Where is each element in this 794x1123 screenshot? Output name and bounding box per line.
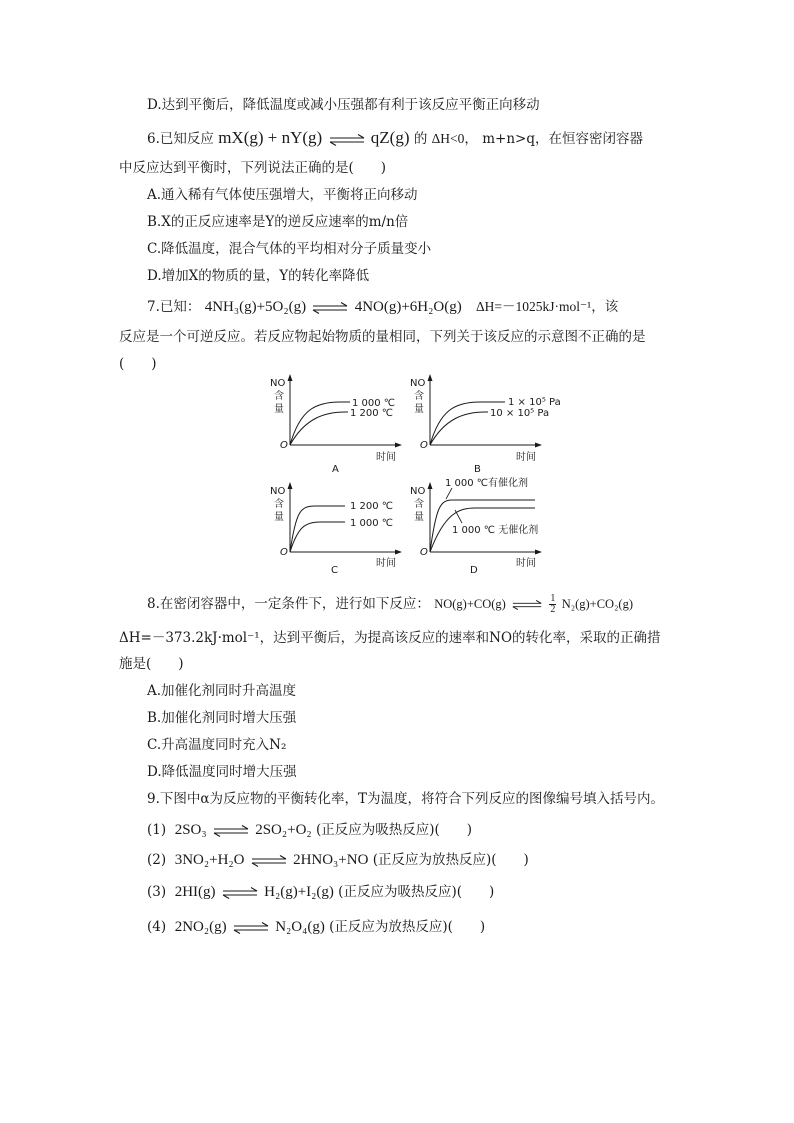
equilibrium-arrow-icon — [251, 855, 287, 867]
curve-a2-label: 1 200 ℃ — [350, 408, 394, 419]
q9-item-1: (1) 2SO₃ 2SO₂+O₂ (正反应为吸热反应)( ) — [147, 822, 473, 838]
curve-a2 — [290, 412, 348, 445]
q8-option-b: B.加催化剂同时增大压强 — [147, 710, 297, 726]
svg-text:O: O — [280, 547, 288, 558]
q6-option-b: B.X的正反应速率是Y的逆反应速率的m/n倍 — [147, 214, 409, 230]
origin-label: O — [280, 440, 288, 451]
graph-d-letter: D — [470, 565, 478, 576]
curve-a1 — [290, 402, 350, 445]
curve-d1-label: 1 000 ℃有催化剂 — [445, 478, 529, 489]
graph-d — [410, 476, 542, 576]
svg-text:量: 量 — [274, 512, 284, 523]
ylabel-bot: 量 — [274, 404, 284, 415]
q6-stem-line1: 6.已知反应 mX(g) + nY(g) qZ(g) 的 ΔH<0， m+n>q，在恒容密闭容器 — [147, 128, 643, 147]
q6-equation-right: qZ(g) — [370, 128, 410, 147]
graph-c-letter: C — [331, 565, 338, 576]
graph-a-letter: A — [332, 464, 339, 475]
ylabel-top: NO — [270, 378, 286, 389]
equilibrium-arrow-icon — [233, 922, 269, 934]
q7-stem-line3: ( ) — [119, 356, 157, 372]
svg-text:时间: 时间 — [516, 452, 536, 463]
q7-equation-left: 4NH₃(g)+5O₂(g) — [204, 299, 307, 315]
q8-stem-line2: ΔH=－373.2kJ·mol⁻¹，达到平衡后，为提高该反应的速率和NO的转化率，采取的正确措 — [119, 630, 661, 646]
equilibrium-arrow-icon — [512, 599, 542, 611]
xlabel: 时间 — [376, 452, 396, 463]
ylabel-mid: 含 — [274, 391, 284, 402]
equilibrium-arrow-icon — [213, 825, 249, 837]
graph-b — [410, 374, 561, 475]
q8-stem-line3: 施是( ) — [119, 656, 184, 672]
q8-fraction: $\frac{1}{2}$ — [550, 593, 556, 615]
graph-a — [270, 374, 402, 475]
equilibrium-arrow-icon — [222, 887, 258, 899]
svg-text:含: 含 — [274, 499, 284, 510]
q8-stem-line1: 8.在密闭容器中，一定条件下，进行如下反应： NO(g)+CO(g) $\frac{1}{2}$ N₂(g)+CO₂(g) — [147, 593, 634, 615]
svg-text:时间: 时间 — [376, 558, 396, 569]
q9-stem: 9.下图中α为反应物的平衡转化率，T为温度，将符合下列反应的图像编号填入括号内。 — [147, 791, 665, 807]
svg-text:NO: NO — [410, 486, 426, 497]
q9-item-4: (4) 2NO₂(g) N₂O₄(g) (正反应为放热反应)( ) — [147, 919, 486, 935]
graph-b-letter: B — [474, 464, 481, 475]
q6-stem-line2: 中反应达到平衡时，下列说法正确的是( ) — [119, 160, 387, 176]
q8-option-c: C.升高温度同时充入N₂ — [147, 737, 287, 753]
svg-text:含: 含 — [414, 391, 424, 402]
svg-text:O: O — [420, 440, 428, 451]
curve-c2 — [290, 522, 345, 552]
svg-text:NO: NO — [270, 486, 286, 497]
svg-text:含: 含 — [414, 499, 424, 510]
q8-option-d: D.降低温度同时增大压强 — [147, 764, 297, 780]
curve-a1-label: 1 000 ℃ — [352, 398, 396, 409]
q7-stem-line1: 7.已知： 4NH₃(g)+5O₂(g) 4NO(g)+6H₂O(g) ΔH=－1025kJ·mol⁻¹，该 — [147, 299, 619, 315]
svg-text:时间: 时间 — [516, 558, 536, 569]
q6-option-c: C.降低温度，混合气体的平均相对分子质量变小 — [147, 241, 432, 257]
q9-item-3: (3) 2HI(g) H₂(g)+I₂(g) (正反应为吸热反应)( ) — [147, 884, 495, 900]
q8-option-a: A.加催化剂同时升高温度 — [147, 683, 297, 699]
svg-text:量: 量 — [414, 404, 424, 415]
curve-b2 — [430, 412, 488, 445]
curve-c2-label: 1 000 ℃ — [350, 518, 394, 529]
q7-equation-right: 4NO(g)+6H₂O(g) — [354, 299, 462, 315]
q7-delta-h: ΔH=－1025kJ·mol⁻¹，该 — [475, 299, 619, 314]
svg-text:NO: NO — [410, 378, 426, 389]
q9-item-2: (2) 3NO₂+H₂O 2HNO₃+NO (正反应为放热反应)( ) — [147, 852, 529, 868]
q8-equation-right: N₂(g)+CO₂(g) — [561, 597, 634, 611]
curve-b2-label: 10 × 10⁵ Pa — [490, 408, 550, 419]
curve-c1 — [290, 506, 345, 552]
curve-b1-label: 1 × 10⁵ Pa — [508, 397, 561, 408]
q6-delta-h: ΔH<0， — [431, 131, 478, 146]
q5-option-d: D.达到平衡后，降低温度或减小压强都有利于该反应平衡正向移动 — [147, 97, 540, 113]
q8-equation-left: NO(g)+CO(g) — [434, 597, 506, 611]
q7-stem-line2: 反应是一个可逆反应。若反应物起始物质的量相同，下列关于该反应的示意图不正确的是 — [119, 329, 646, 345]
curve-c1-label: 1 200 ℃ — [350, 501, 394, 512]
graph-c — [270, 482, 402, 576]
svg-text:量: 量 — [414, 512, 424, 523]
q6-equation-left: mX(g) + nY(g) — [218, 128, 323, 147]
curve-d2-label: 1 000 ℃ 无催化剂 — [452, 525, 539, 536]
q6-option-d: D.增加X的物质的量，Y的转化率降低 — [147, 268, 370, 284]
q6-option-a: A.通入稀有气体使压强增大，平衡将正向移动 — [147, 187, 418, 203]
svg-text:O: O — [420, 547, 428, 558]
